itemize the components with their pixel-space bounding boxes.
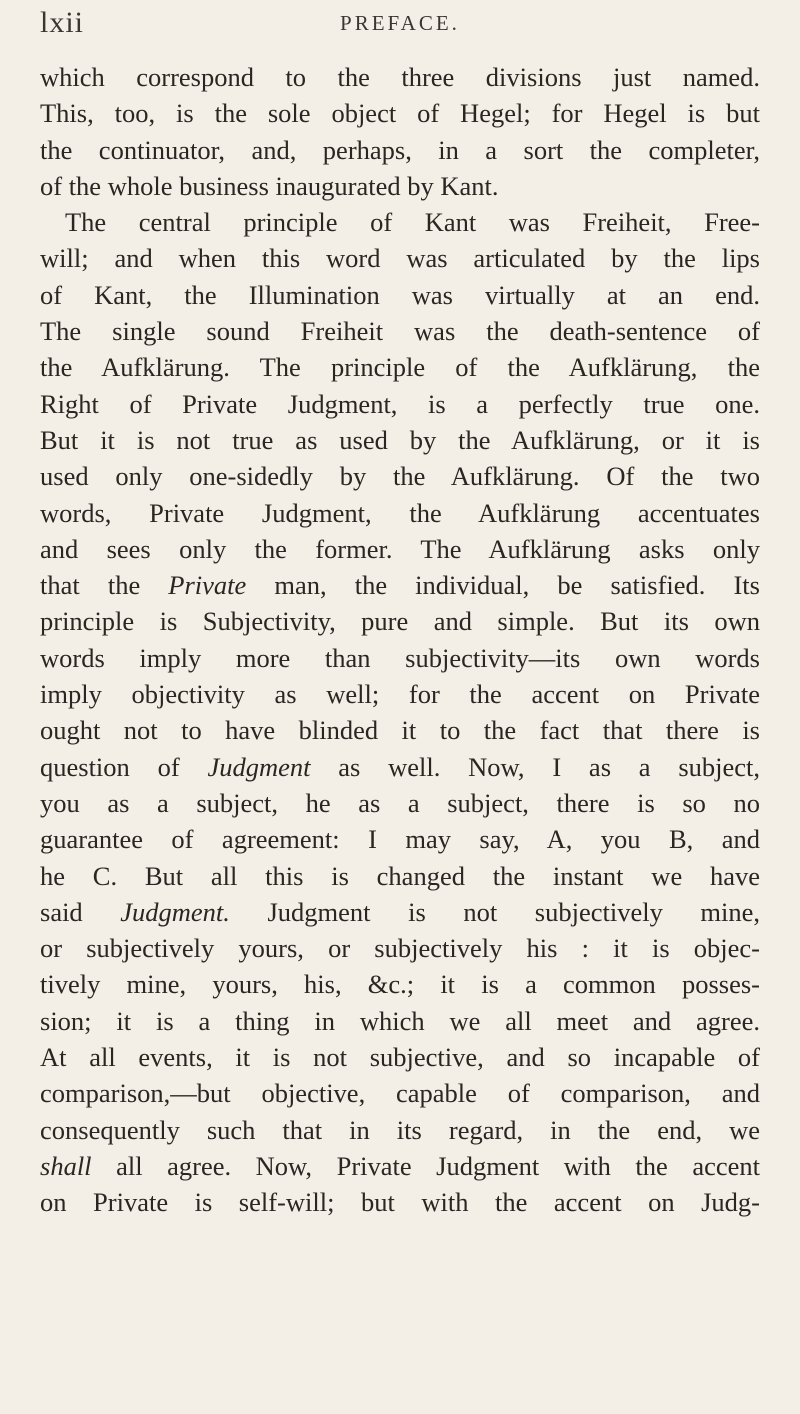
text-line <box>40 349 760 385</box>
text-segment: on Private is self-will; but with the accent on Judg- <box>40 1187 760 1218</box>
text-line <box>40 313 760 349</box>
text-line <box>40 1075 760 1111</box>
text-line <box>40 1003 760 1039</box>
text-segment: At all events, it is not subjective, and so incapable of <box>40 1042 760 1073</box>
text-line <box>40 458 760 494</box>
text-segment: or subjectively yours, or subjectively his : it is objec- <box>40 933 760 964</box>
text-line <box>40 132 760 168</box>
page-number: lxii <box>40 6 85 39</box>
italic-text: Private <box>168 570 247 601</box>
italic-text: Judgment. <box>120 896 230 927</box>
text-line <box>40 603 760 639</box>
text-segment: you as a subject, he as a subject, there is so no <box>40 787 760 818</box>
text-line <box>40 1184 760 1220</box>
text-line <box>40 749 760 785</box>
text-segment: of the whole business inaugurated by Kant. <box>40 170 499 201</box>
text-segment: imply objectivity as well; for the accent on Private <box>40 679 760 710</box>
text-segment: the Aufklärung. The principle of the Aufklärung, the <box>40 352 760 383</box>
text-segment: which correspond to the three divisions just named. <box>40 62 760 92</box>
text-line <box>40 785 760 821</box>
text-line <box>40 676 760 712</box>
text-segment: that the <box>40 570 169 601</box>
text-line <box>40 422 760 458</box>
text-segment: principle is Subjectivity, pure and simple. But its own <box>40 606 760 637</box>
italic-text: Judgment <box>207 751 311 782</box>
text-segment: The central principle of Kant was Freiheit, Free- <box>65 207 760 238</box>
text-segment: words imply more than subjectivity—its own words <box>40 642 760 673</box>
text-segment: of Kant, the Illumination was virtually at an end. <box>40 279 760 310</box>
text-segment: The single sound Freiheit was the death-sentence of <box>40 316 760 347</box>
text-line <box>40 495 760 531</box>
text-segment: said <box>40 896 121 927</box>
text-segment: used only one-sidedly by the Aufklärung. Of the two <box>40 461 760 492</box>
running-title: PREFACE. <box>340 11 460 35</box>
text-line <box>40 386 760 422</box>
text-line <box>40 1148 760 1184</box>
text-line <box>40 531 760 567</box>
text-segment: and sees only the former. The Aufklärung asks only <box>40 533 760 564</box>
text-line <box>40 640 760 676</box>
text-segment: ought not to have blinded it to the fact that there is <box>40 715 760 746</box>
text-line <box>40 204 760 240</box>
text-line <box>40 240 760 276</box>
text-segment: But it is not true as used by the Aufklärung, or it is <box>40 424 760 455</box>
text-segment: consequently such that in its regard, in the end, we <box>40 1114 760 1145</box>
text-segment: This, too, is the sole object of Hegel; for Hegel is but <box>40 98 760 129</box>
text-segment: the continuator, and, perhaps, in a sort the completer, <box>40 134 760 165</box>
text-segment: tively mine, yours, his, &c.; it is a common posses- <box>40 969 760 1000</box>
text-segment: man, the individual, be satisfied. Its <box>246 570 760 601</box>
text-line <box>40 712 760 748</box>
text-line <box>40 858 760 894</box>
text-segment: comparison,—but objective, capable of comparison, and <box>40 1078 760 1109</box>
text-line <box>40 59 760 95</box>
text-segment: guarantee of agreement: I may say, A, you B, and <box>40 824 760 855</box>
text-line <box>40 277 760 313</box>
text-line <box>40 821 760 857</box>
text-segment: words, Private Judgment, the Aufklärung accentuates <box>40 497 760 528</box>
text-line <box>40 894 760 930</box>
text-line <box>40 168 760 204</box>
text-segment: sion; it is a thing in which we all meet and agree. <box>40 1005 760 1036</box>
text-segment: all agree. Now, Private Judgment with the accent <box>91 1150 760 1181</box>
text-segment: Right of Private Judgment, is a perfectly true one. <box>40 388 760 419</box>
text-line <box>40 966 760 1002</box>
text-segment: as well. Now, I as a subject, <box>310 751 760 782</box>
body-text <box>40 59 760 1221</box>
text-segment: he C. But all this is changed the instant we have <box>40 860 760 891</box>
text-line <box>40 95 760 131</box>
italic-text: shall <box>40 1150 92 1181</box>
text-segment: will; and when this word was articulated by the lips <box>40 243 760 274</box>
text-line <box>40 1039 760 1075</box>
text-segment: question of <box>40 751 208 782</box>
text-line <box>40 567 760 603</box>
text-line <box>40 1112 760 1148</box>
text-line <box>40 930 760 966</box>
text-segment: Judgment is not subjectively mine, <box>229 896 760 927</box>
